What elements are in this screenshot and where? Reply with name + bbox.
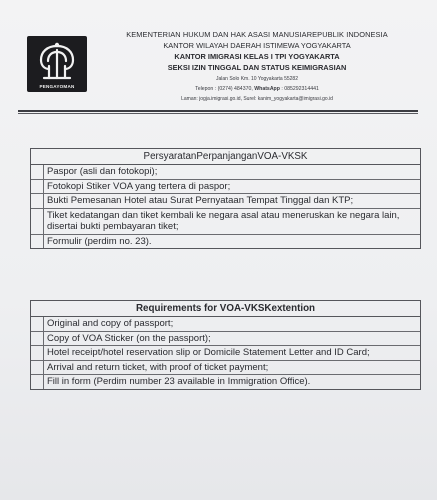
regional-office: KANTOR WILAYAH DAERAH ISTIMEWA YOGYAKARTA: [163, 41, 351, 50]
requirements-table-english: [30, 300, 421, 390]
table-row: [31, 180, 420, 195]
table-row: [31, 235, 420, 249]
phone-text: Telepon : (0274) 484370,: [195, 86, 253, 92]
requirement-item: Formulir (perdim no. 23).: [47, 235, 152, 247]
table-row: [31, 165, 420, 180]
requirements-table-indonesian: [30, 148, 421, 249]
requirement-item: Hotel receipt/hotel reservation slip or Domicile Statement Letter and ID Card;: [47, 347, 370, 358]
table-row: [31, 194, 420, 209]
table-row: [31, 346, 420, 361]
requirement-item: Copy of VOA Sticker (on the passport);: [47, 332, 211, 344]
office-address: Jalan Solo Km. 10 Yogyakarta 55282: [215, 76, 298, 82]
table-row: [31, 317, 420, 332]
requirement-item: Bukti Pemesanan Hotel atau Surat Pernyataan Tempat Tinggal dan KTP;: [47, 195, 354, 206]
immigration-office: KANTOR IMIGRASI KELAS I TPI YOGYAKARTA: [174, 52, 340, 61]
letterhead-divider: [18, 110, 418, 112]
table-title: PersyaratanPerpanjanganVOA-VKSK: [31, 149, 420, 165]
contact-phone: [92, 86, 422, 92]
logo-label: PENGAYOMAN: [39, 84, 75, 89]
ministry-name: KEMENTERIAN HUKUM DAN HAK ASASI MANUSIAREPUBLIK INDONESIA: [126, 30, 388, 39]
requirement-item: Fill in form (Perdim number 23 available in Immigration Office).: [47, 376, 311, 387]
whatsapp-number: : 085292314441: [281, 86, 319, 92]
section-name: SEKSI IZIN TINGGAL DAN STATUS KEIMIGRASIAN: [167, 63, 347, 72]
requirement-item: Arrival and return ticket, with proof of ticket payment;: [47, 361, 269, 373]
table-row: [31, 375, 420, 389]
table-title: Requirements for VOA-VKSKextention: [31, 301, 420, 317]
whatsapp-label: WhatsApp: [254, 86, 280, 92]
table-row: [31, 361, 420, 376]
requirement-item: Tiket kedatangan dan tiket kembali ke negara asal atau meneruskan ke negara lain, disertai bukti pembayaran tiket;: [47, 209, 400, 232]
requirement-item: Original and copy of passport;: [47, 318, 174, 329]
requirement-item: Paspor (asli dan fotokopi);: [47, 166, 158, 177]
table-row: [31, 209, 420, 235]
table-row: [31, 332, 420, 347]
pengayoman-logo: [27, 36, 87, 92]
contact-web: Laman: jogja.imigrasi.go.id, Surel: kanim_yogyakarta@imigrasi.go.id: [181, 96, 333, 102]
letterhead-divider-thin: [18, 113, 418, 114]
requirement-item: Fotokopi Stiker VOA yang tertera di paspor;: [47, 180, 231, 192]
